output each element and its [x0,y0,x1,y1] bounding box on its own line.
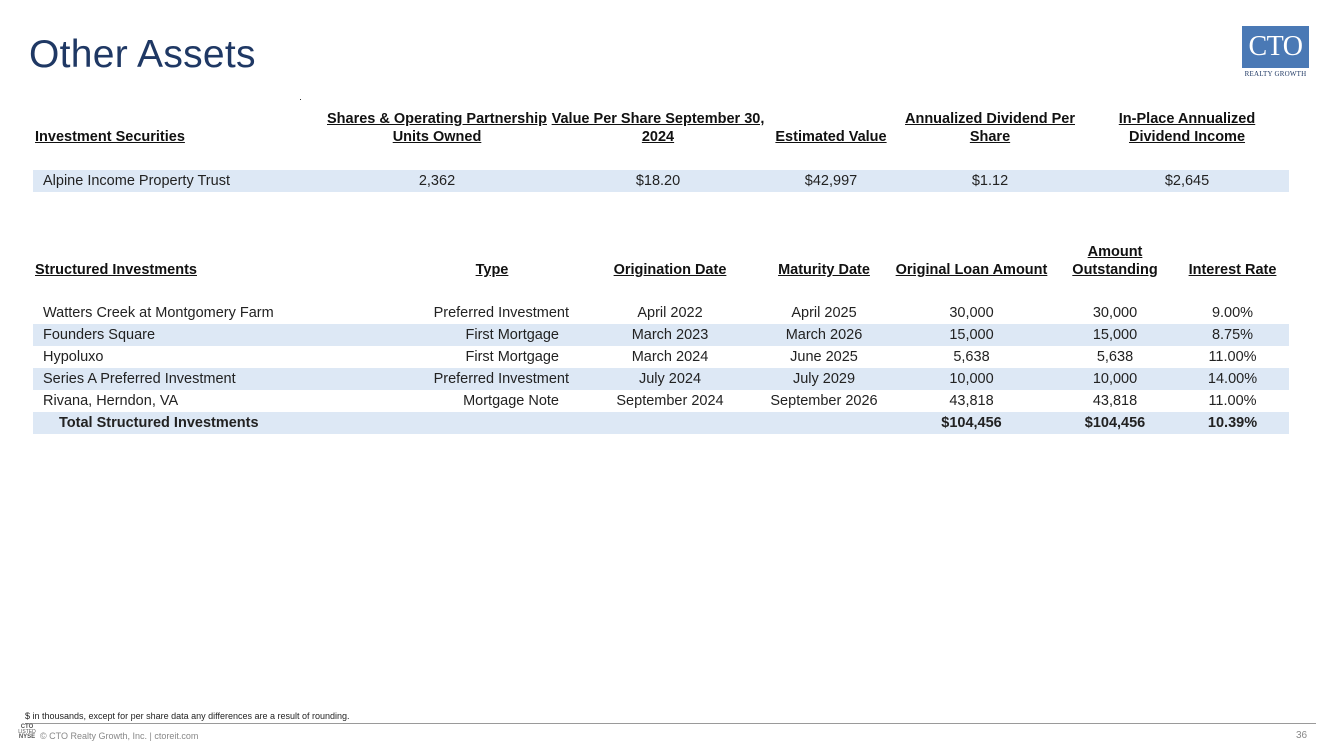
column-header: Origination Date [613,262,727,278]
origination-date: March 2024 [631,349,709,365]
table-row [33,302,1289,324]
original-loan-amount: 15,000 [889,324,1054,346]
column-header: Interest Rate [1188,262,1277,278]
copyright-text: © CTO Realty Growth, Inc. | ctoreit.com [40,731,199,741]
investment-type: First Mortgage [465,349,559,365]
total-interest-rate: 10.39% [1176,412,1289,434]
investment-name: Founders Square [33,324,403,346]
nyse-badge-line: LISTED [18,729,36,735]
interest-rate: 9.00% [1211,305,1254,321]
investment-securities-table [33,110,1289,192]
interest-rate: 14.00% [1176,368,1289,390]
column-header: Estimated Value [775,129,887,145]
column-header: Investment Securities [35,129,185,145]
amount-outstanding: 10,000 [1054,368,1176,390]
interest-rate: 11.00% [1208,393,1257,409]
investment-type: First Mortgage [403,324,581,346]
column-header: Amount Outstanding [1072,244,1158,278]
total-original-loan-amount: $104,456 [889,412,1054,434]
maturity-date: June 2025 [790,349,858,365]
maturity-date: April 2025 [791,305,857,321]
column-header: Value Per Share September 30, 2024 [551,111,765,145]
investment-name: Series A Preferred Investment [33,368,403,390]
nyse-badge [18,725,36,747]
page-title: Other Assets [29,33,256,76]
footer-divider [25,723,1316,724]
column-header: Type [475,262,509,278]
investment-name: Watters Creek at Montgomery Farm [43,305,274,321]
column-header: Structured Investments [35,262,197,278]
table-row [33,368,1289,390]
logo-mark: CTO [1242,26,1309,68]
table-header-row [33,242,1289,281]
annualized-dividend: $1.12 [895,170,1085,192]
footnote: $ in thousands, except for per share data any differences are a result of rounding. [25,711,350,721]
page-number: 36 [1296,730,1308,741]
shares-owned: 2,362 [325,170,549,192]
original-loan-amount: 30,000 [949,305,994,321]
total-amount-outstanding: $104,456 [1054,412,1176,434]
investment-name: Hypoluxo [43,349,104,365]
structured-investments-table [33,242,1289,434]
table-row [33,170,1289,192]
origination-date: September 2024 [616,393,724,409]
value-per-share: $18.20 [549,170,767,192]
total-label: Total Structured Investments [33,412,403,434]
column-header: Annualized Dividend Per Share [905,111,1075,145]
maturity-date: July 2029 [759,368,889,390]
table-row [33,346,1289,368]
amount-outstanding: 5,638 [1096,349,1134,365]
original-loan-amount: 10,000 [889,368,1054,390]
amount-outstanding: 43,818 [1092,393,1138,409]
column-header: Original Loan Amount [895,262,1048,278]
table-row [33,390,1289,412]
interest-rate: 11.00% [1208,349,1257,365]
stray-mark [300,99,301,100]
logo-subtitle: REALTY GROWTH [1244,70,1307,78]
dividend-income: $2,645 [1085,170,1289,192]
investment-type: Preferred Investment [403,368,581,390]
maturity-date: September 2026 [770,393,878,409]
maturity-date: March 2026 [759,324,889,346]
amount-outstanding: 15,000 [1054,324,1176,346]
original-loan-amount: 5,638 [953,349,990,365]
investment-type: Mortgage Note [463,393,559,409]
origination-date: March 2023 [581,324,759,346]
column-header: Shares & Operating Partnership Units Owned [327,111,547,145]
investment-type: Preferred Investment [433,305,569,321]
estimated-value: $42,997 [767,170,895,192]
origination-date: July 2024 [581,368,759,390]
cto-logo [1242,26,1309,78]
security-name: Alpine Income Property Trust [33,170,325,192]
table-header-row [33,110,1289,148]
column-header: Maturity Date [778,262,870,278]
nyse-badge-line: CTO [20,724,34,730]
column-header: In-Place Annualized Dividend Income [1118,111,1256,145]
interest-rate: 8.75% [1176,324,1289,346]
amount-outstanding: 30,000 [1092,305,1138,321]
origination-date: April 2022 [637,305,703,321]
nyse-badge-line: NYSE [18,734,36,740]
investment-name: Rivana, Herndon, VA [43,393,179,409]
original-loan-amount: 43,818 [949,393,994,409]
total-row [33,412,1289,434]
table-row [33,324,1289,346]
